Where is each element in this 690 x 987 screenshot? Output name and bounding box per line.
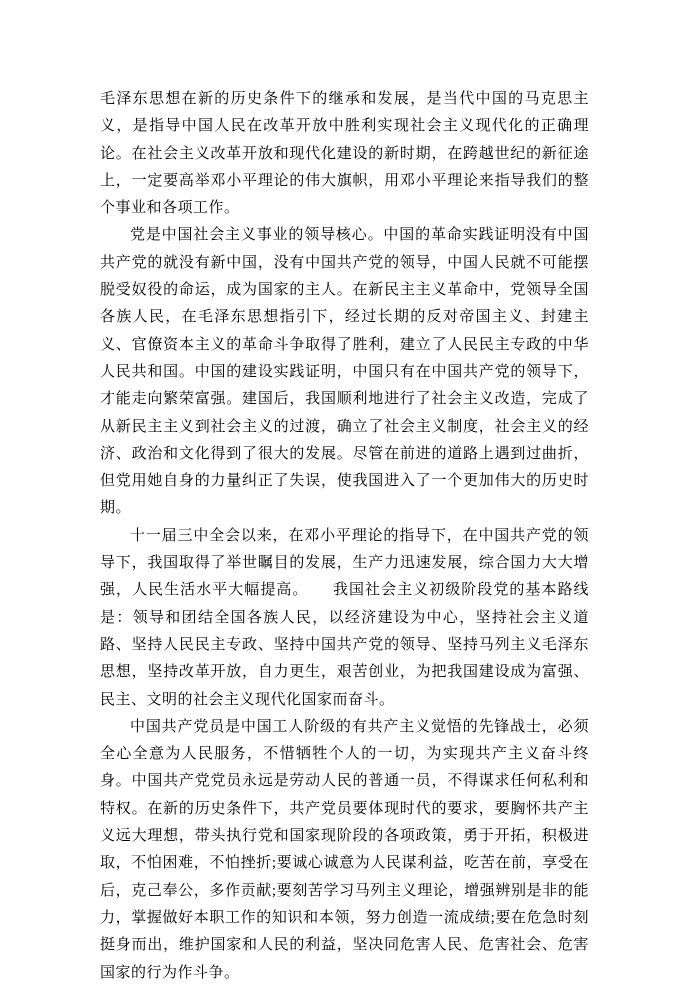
paragraph-party-leadership: 党是中国社会主义事业的领导核心。中国的革命实践证明没有中国共产党的就没有新中国，没有中国共产党的领导，中国人民就不可能摆脱受奴役的命运，成为国家的主人。在新民主主义革命中，党领导全国各族人民，在毛泽东思想指引下，经过长期的反对帝国主义、封建主义、官僚资本主义的革命斗争取得了胜利，建立了人民民主专政的中华人民共和国。中国的建设实践证明，中国只有在中国共产党的领导下，才能走向繁荣富强。建国后，我国顺利地进行了社会主义改造，完成了从新民主主义到社会主义的过渡，确立了社会主义制度，社会主义的经济、政治和文化得到了很大的发展。尽管在前进的道路上遇到过曲折，但党用她自身的力量纠正了失误，使我国进入了一个更加伟大的历史时期。 [100, 227, 589, 517]
paragraph-third-plenary: 十一届三中全会以来，在邓小平理论的指导下，在中国共产党的领导下，我国取得了举世瞩目的发展，生产力迅速发展，综合国力大大增强，人民生活水平大幅提高。 我国社会主义初级阶段党的基本路线是：领导和团结全国各族人民，以经济建设为中心，坚持社会主义道路、坚持人民民主专政、坚持中国共产党的领导、坚持马列主义毛泽东思想，坚持改革开放，自力更生，艰苦创业，为把我国建设成为富强、民主、文明的社会主义现代化国家而奋斗。 [100, 527, 589, 708]
document-text-block [100, 86, 589, 987]
paragraph-party-members: 中国共产党员是中国工人阶级的有共产主义觉悟的先锋战士，必须全心全意为人民服务，不惜牺牲个人的一切，为实现共产主义奋斗终身。中国共产党党员永远是劳动人民的普通一员，不得谋求任何私利和特权。在新的历史条件下，共产党员要体现时代的要求，要胸怀共产主义远大理想，带头执行党和国家现阶段的各项政策，勇于开拓，积极进取，不怕困难，不怕挫折;要诚心诚意为人民谋利益，吃苦在前，享受在后，克己奉公，多作贡献;要刻苦学习马列主义理论，增强辨别是非的能力，掌握做好本职工作的知识和本领，努力创造一流成绩;要在危急时刻挺身而出，维护国家和人民的利益，坚决同危害人民、危害社会、危害国家的行为作斗争。 [100, 718, 589, 981]
paragraph-continuation: 毛泽东思想在新的历史条件下的继承和发展，是当代中国的马克思主义，是指导中国人民在改革开放中胜利实现社会主义现代化的正确理论。在社会主义改革开放和现代化建设的新时期，在跨越世纪的新征途上，一定要高举邓小平理论的伟大旗帜，用邓小平理论来指导我们的整个事业和各项工作。 [100, 91, 589, 217]
